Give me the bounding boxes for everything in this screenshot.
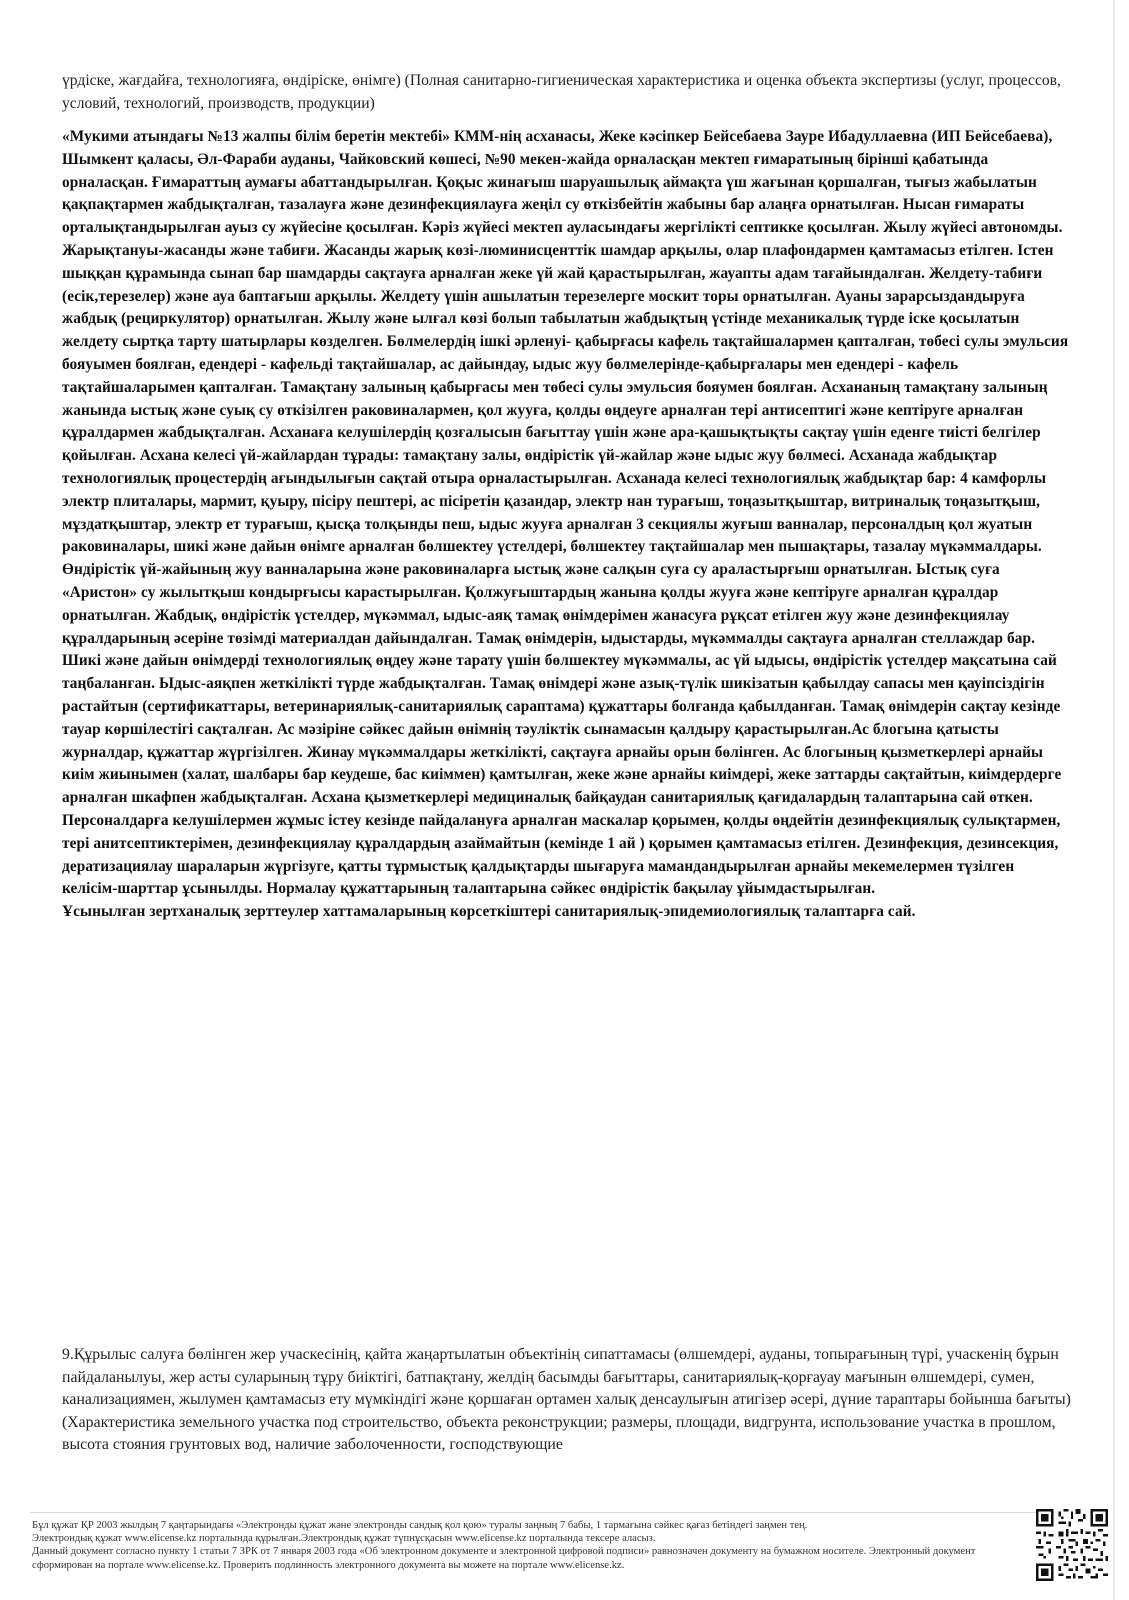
footer-notice — [32, 1519, 1012, 1572]
qr-code-icon — [1036, 1509, 1108, 1581]
top-paragraph-text: үрдіске, жағдайға, технологияға, өндіріске, өнімге) (Полная санитарно-гигиеническая характеристика и оценка объекта экспертизы (услуг, процессов, условий, технологий, производств, продукции) — [62, 72, 1061, 112]
footer-line-2: Электрондық құжат www.elicense.kz порталында құрылған.Электрондық құжат түпнұсқасын www.elicense.kz порталында тексере аласыз. — [32, 1533, 656, 1545]
footer-line-3: Данный документ согласно пункту 1 статьи 7 ЗРК от 7 января 2003 года «Об электронном документе и электронной цифровой подписи» равнозначен документу на бумажном носителе. Электронный документ сформирован на портале www.elicense.kz. Проверить подлинность электронного документа вы можете на портале www.elicense.kz. — [32, 1546, 976, 1571]
footer-divider — [30, 1512, 1100, 1513]
section-9 — [62, 1344, 1072, 1457]
page-edge — [1113, 0, 1115, 1600]
section-9-text: 9.Құрылыс салуға бөлінген жер учаскесінің, қайта жаңартылатын объектінің сипаттамасы (өлшемдері, ауданы, топырағының түрі, учаскенің бұрын пайдаланылуы, жер асты суларының тұру биіктігі, батпақтану, желдің басымды бағыттары, санитариялық-қорғауау мағынын өлшемдері, сумен, канализациямен, жылумен қамтамасыз ету мүмкіндігі және қоршаған ортамен халық денсаулығын атигізер әсері, дүние тараптары бойынша бағыты) (Характеристика земельного участка под строительство, объекта реконструкции; размеры, площади, видгрунта, использование участка в прошлом, высота стояния грунтовых вод, наличие заболоченности, господствующие — [62, 1346, 1071, 1453]
main-paragraph-2: Персоналдарға келушілермен жұмыс істеу кезінде пайдалануға арналған маскалар қорымен, қолды өңдейтін дезинфекциялық сулықтармен, тері анитсептиктерімен, дезинфекциялау құралдардың азаймайтын (кемінде 1 ай ) қорымен қамтамасыз етілген. Дезинфекция, дезинсекция, дератизациялау шараларын жүргізуге, қатты тұрмыстық қалдықтарды шығаруға мамандандырылған арнайы мекемелермен түзілген келісім-шарттар ұсынылды. Нормалау құжаттарының талаптарына сәйкес өндірістік бақылау ұйымдастырылған. — [62, 811, 1061, 898]
main-paragraph-1: «Мукими атындағы №13 жалпы білім беретін мектебі» КММ-нің асханасы, Жеке кәсіпкер Бейсебаева Зауре Ибадуллаевна (ИП Бейсебаева), Шымкент қаласы, Әл-Фараби ауданы, Чайковский көшесі, №90 мекен-жайда орналасқан мектеп ғимаратының бірінші қабатында орналасқан. Ғимараттың аумағы абаттандырылған. Қоқыс жинағыш шаруашылық аймақта үш жағынан қоршалған, тығыз жабылатын қақпақтармен жабдықталған, тазалауға және дезинфекциялауға жеңіл су өткізбейтін жабыны бар алаңға орнатылған. Нысан ғимараты орталықтандырылған ауыз су жүйесіне қосылған. Кәріз жүйесі мектеп ауласындағы жергілікті септикке қосылған. Жылу жүйесі автономды. Жарықтануы-жасанды және табиғи. Жасанды жарық көзі-люминисценттік шамдар арқылы, олар плафондармен қамтамасыз етілген. Істен шыққан құрамында сынап бар шамдарды сақтауға арналған жеке үй жай қарастырылған, жауапты адам тағайындалған. Желдету-табиғи (есік,терезелер) және ауа баптағыш арқылы. Желдету үшін ашылатын терезелерге москит торы орнатылған. Ауаны зарарсыздандыруға жабдық (рециркулятор) орнатылған. Жылу және ылғал көзі болып табылатын жабдықтың үстінде механикалық түрде іске қосылатын желдету сыртқа тарту шатырлары көзделген. Бөлмелердің ішкі әрленуі- қабырғасы кафель тақтайшалармен қапталған, төбесі сулы эмульсия бояуымен боялған, едендері - кафельді тақтайшалар, ас дайындау, ыдыс жуу бөлмелерінде-қабырғалары мен едендері - кафель тақтайшаларымен қапталған. Тамақтану залының қабырғасы мен төбесі сулы эмульсия бояумен боялған. Асхананың тамақтану залының жанында ыстық және суық су өткізілген раковиналармен, қол жууға, қолды өңдеуге арналған тері антисептигі және кептіруге арналған құралдармен жабдықталған. Асханаға келушілердің қозғалысын бағыттау үшін және ара-қашықтықты сақтау үшін еденге тиісті белгілер қойылған. Асхана келесі үй-жайлардан тұрады: тамақтану залы, өндірістік үй-жайлар және ыдыс жуу бөлмесі. Асханада жабдықтар технологиялық процестердің ағындылығын сақтай отыра орналастырылған. Асханада келесі технологиялық жабдықтар бар: 4 камфорлы электр плиталары, мармит, қуыру, пісіру пештері, ас пісіретін қазандар, электр нан турағыш, тоңазытқыштар, витриналық тоңазытқыш, мұздатқыштар, электр ет турағыш, қысқа толқынды пеш, ыдыс жууға арналған 3 секциялы жуғыш ванналар, персоналдың қол жуатын раковиналары, шикі және дайын өнімге арналған бөлшектеу үстелдері, бөлшектеу тақтайшалар мен пышақтары, тазалау мүкәммалдары. Өндірістік үй-жайының жуу ванналарына және раковиналарға ыстық және салқын суға су араластырғыш орнатылған. Ыстық суға «Аристон» су жылытқыш кондырғысы карастырылған. Қолжуғыштардың жанына қолды жууға және кептіруге арналған құралдар орнатылған. Жабдық, өндірістік үстелдер, мүкәммал, ыдыс-аяқ тамақ өнімдерімен жанасуға рұқсат етілген жуу және дезинфекциялау құралдарының әсеріне төзімді материалдан дайындалған. Тамақ өнімдерін, ыдыстарды, мүкәммалды сақтауға арналған стеллаждар бар. Шикі және дайын өнімдерді технологиялық өңдеу және тарату үшін бөлшектеу мүкәммалы, ас үй ыдысы, өндірістік үстелдер мақсатына сай таңбаланған. Ыдыс-аяқпен жеткілікті түрде жабдықталған. Тамақ өнімдері және азық-түлік шикізатын қабылдау сапасы мен қауіпсіздігін растайтын (сертификаттары, ветеринариялық-санитариялық сараптама) құжаттары болғанда қабылданған. Тамақ өнімдерін сақтау кезінде тауар көршілестігі сақталған. Ас мәзіріне сәйкес дайын өнімнің тәуліктік сынамасын қалдыру қарастырылған.Ас блогына қатысты журналдар, құжаттар жүргізілген. Жинау мүкәммалдары жеткілікті, сақтауға арнайы орын бөлінген. Ас блогының қызметкерлері арнайы киім жиынымен (халат, шалбары бар кеудеше, бас киіммен) қамтылған, жеке және арнайы киімдері, жеке заттарды сақтайтын, киімдердерге арналған шкафпен жабдықталған. Асхана қызметкерлері медициналық байқаудан санитариялық қағидалардың талаптарына сай өткен. — [62, 128, 1069, 807]
top-paragraph — [62, 70, 1072, 115]
main-body — [62, 126, 1072, 924]
footer-line-1: Бұл құжат ҚР 2003 жылдың 7 қаңтарындағы «Электронды құжат және электронды сандық қол қою» туралы заңның 7 бабы, 1 тармағына сәйкес қағаз бетіндегі заңмен тең. — [32, 1520, 808, 1531]
main-paragraph-3: Ұсынылған зертханалық зерттеулер хаттамаларының көрсеткіштері санитариялық-эпидемиологиялық талаптарға сай. — [62, 903, 916, 921]
